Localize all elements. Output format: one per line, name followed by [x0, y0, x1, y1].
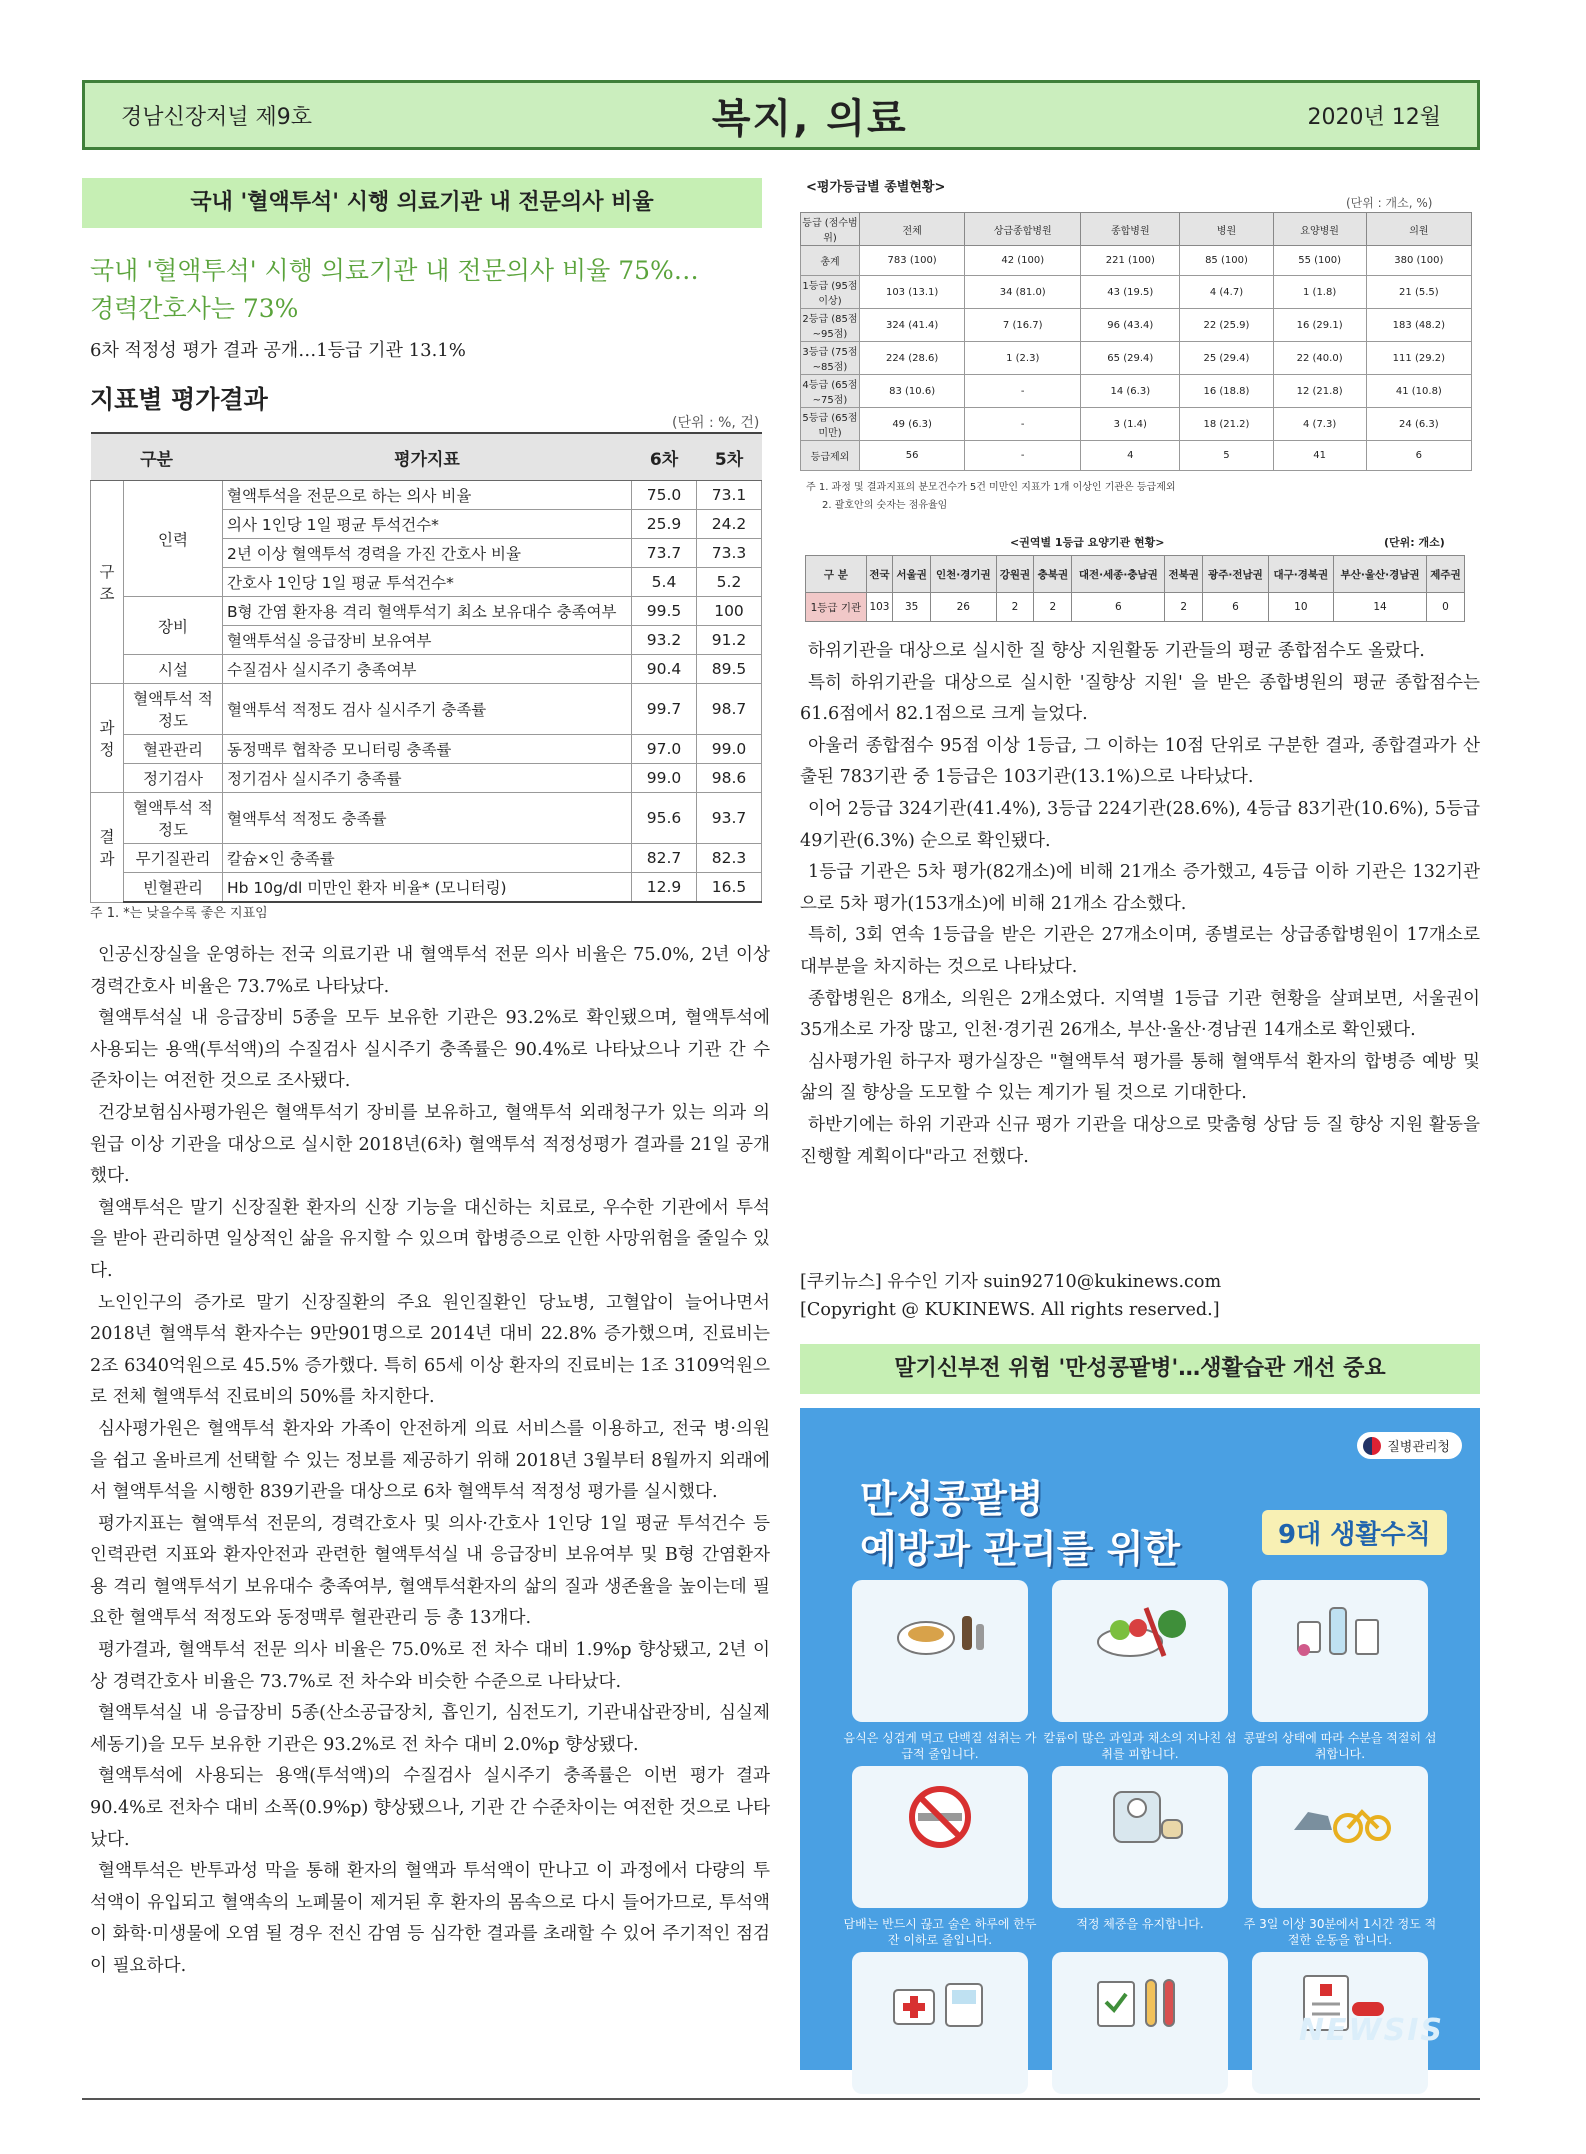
value-5th: 73.3	[697, 539, 762, 568]
paragraph: 혈액투석은 반투과성 막을 통해 환자의 혈액과 투석액이 만나고 이 과정에서 다량의 투석액이 유입되고 혈액속의 노폐물이 제거된 후 환자의 몸속으로 다시 들어가므로, 투석액이 화학·미생물에 오염 될 경우 전신 감염 등 심각한 결과를 초래할 수 있어 주기적인 점검이 필요하다.	[90, 1861, 770, 1976]
paragraph: 혈액투석실 내 응급장비 5종을 모두 보유한 기관은 93.2%로 확인됐으며, 혈액투석에 사용되는 용액(투석액)의 수질검사 실시주기 충족률은 90.4%로 나타났으나 기관 간 수준차이는 여전한 것으로 조사됐다.	[90, 1008, 770, 1092]
table-cell: 55 (100)	[1273, 246, 1366, 276]
column-header: 제주권	[1427, 556, 1465, 593]
issue-date: 2020년 12월	[1307, 104, 1441, 130]
column-header: 서울권	[893, 556, 931, 593]
table-cell: 12 (21.8)	[1273, 375, 1366, 408]
paragraph: 특히, 3회 연속 1등급을 받은 기관은 27개소이며, 종별로는 상급종합병원이 17개소로 대부분을 차지하는 것으로 나타났다.	[800, 925, 1480, 977]
tip-card	[1052, 1952, 1228, 2094]
table-row	[91, 844, 762, 873]
table-cell: 2	[996, 593, 1034, 622]
table-cell: 42 (100)	[965, 246, 1081, 276]
table-cell: 324 (41.4)	[860, 309, 965, 342]
row-label: 4등급 (65점~75점)	[801, 375, 860, 408]
table-cell: 16 (29.1)	[1273, 309, 1366, 342]
bottom-rule	[82, 2098, 1480, 2100]
paragraph: 혈액투석은 말기 신장질환 환자의 신장 기능을 대신하는 치료로, 우수한 기관에서 투석을 받아 관리하면 일상적인 삶을 유지할 수 있으며 합병증으로 인한 사망위험을 줄일수 있다.	[90, 1197, 770, 1281]
paragraph: 심사평가원은 혈액투석 환자와 가족이 안전하게 의료 서비스를 이용하고, 전국 병·의원을 쉽고 올바르게 선택할 수 있는 정보를 제공하기 위해 2018년 3월부터 8월까지 외래에서 혈액투석을 시행한 839기관을 대상으로 6차 혈액투석 적정성 평가를 실시했다.	[90, 1418, 770, 1503]
value-6th: 82.7	[632, 844, 697, 873]
table-cell: 4 (4.7)	[1180, 276, 1273, 309]
water-drink-icon	[1290, 1600, 1390, 1662]
newsis-watermark: NEWSIS	[1298, 2013, 1444, 2048]
region-table-title: <권역별 1등급 요양기관 현황>	[1010, 536, 1165, 549]
table-footnote: 주 1. *는 낮을수록 좋은 지표임	[90, 906, 268, 921]
table-row	[801, 408, 1472, 441]
subhead-line: 경력간호사는 73%	[90, 294, 299, 323]
table-row	[91, 597, 762, 626]
group-cell: 결과	[91, 793, 124, 903]
table-cell: 49 (6.3)	[860, 408, 965, 441]
table-cell: 783 (100)	[860, 246, 965, 276]
table-row	[91, 873, 762, 903]
table-cell: 65 (29.4)	[1081, 342, 1180, 375]
table-cell: 6	[1366, 441, 1471, 471]
tip-caption: 담배는 반드시 끊고 술은 하루에 한두 잔 이하로 줄입니다.	[843, 1917, 1037, 1947]
table-row	[801, 342, 1472, 375]
metric-cell: 간호사 1인당 1일 평균 투석건수*	[223, 568, 632, 597]
paragraph: 이어 2등급 324기관(41.4%), 3등급 224기관(28.6%), 4등급 83기관(10.6%), 5등급 49기관(6.3%) 순으로 확인됐다.	[800, 798, 1480, 851]
section-title: 복지, 의료	[711, 95, 908, 142]
table-cell: 21 (5.5)	[1366, 276, 1471, 309]
tip-caption: 콩팥의 상태에 따라 수분을 적절히 섭취합니다.	[1243, 1731, 1437, 1761]
government-emblem-icon	[1363, 1437, 1381, 1455]
metric-cell: 2년 이상 혈액투석 경력을 가진 간호사 비율	[223, 539, 632, 568]
column-header: 인천·경기권	[931, 556, 996, 593]
article-banner: 국내 '혈액투석' 시행 의료기관 내 전문의사 비율	[82, 178, 762, 228]
metric-cell: 혈액투석을 전문으로 하는 의사 비율	[223, 481, 632, 510]
column-header: 상급종합병원	[965, 213, 1081, 246]
paragraph: 심사평가원 하구자 평가실장은 "혈액투석 평가를 통해 혈액투석 환자의 합병증 예방 및 삶의 질 향상을 도모할 수 있는 계기가 될 것으로 기대한다.	[800, 1051, 1480, 1104]
value-6th: 99.7	[632, 684, 697, 735]
table-cell: 6	[1203, 593, 1268, 622]
low-salt-food-icon	[890, 1600, 990, 1662]
category-cell: 무기질관리	[124, 844, 223, 873]
row-label: 2등급 (85점~95점)	[801, 309, 860, 342]
category-cell: 시설	[124, 655, 223, 684]
column-header: 충북권	[1034, 556, 1072, 593]
row-label: 등급제외	[801, 441, 860, 471]
table-cell: 56	[860, 441, 965, 471]
category-cell: 빈혈관리	[124, 873, 223, 903]
table-row	[91, 481, 762, 510]
article-banner-2: 말기신부전 위험 '만성콩팥병'…생활습관 개선 중요	[800, 1344, 1480, 1394]
table-cell: 221 (100)	[1081, 246, 1180, 276]
row-label: 1등급 (95점이상)	[801, 276, 860, 309]
poster-tag: 9대 생활수칙	[1262, 1510, 1447, 1555]
paragraph: 노인인구의 증가로 말기 신장질환의 주요 원인질환인 당뇨병, 고혈압이 늘어나면서 2018년 혈액투석 환자수는 9만901명으로 2014년 대비 22.8% 증가했으며, 진료비는 2조 6340억원으로 45.5% 증가했다. 특히 65세 이상 환자의 진료비는 1조 3109억원으로 전체 혈액투석 진료비의 50%를 차지한다.	[90, 1292, 770, 1408]
paragraph: 하위기관을 대상으로 실시한 질 향상 지원활동 기관들의 평균 종합점수도 올랐다.	[808, 641, 1425, 661]
article-credit	[800, 1268, 1221, 1324]
paragraph: 특히 하위기관을 대상으로 실시한 '질향상 지원' 을 받은 종합병원의 평균 종합점수는 61.6점에서 82.1점으로 크게 늘었다.	[800, 672, 1480, 725]
table-cell: 34 (81.0)	[965, 276, 1081, 309]
value-5th: 99.0	[697, 735, 762, 764]
group-cell: 구조	[91, 481, 124, 684]
table-cell: 25 (29.4)	[1180, 342, 1273, 375]
byline: [쿠키뉴스] 유수인 기자 suin92710@kukinews.com	[800, 1272, 1222, 1292]
article-subhead	[90, 252, 770, 328]
paragraph: 평가지표는 혈액투석 전문의, 경력간호사 및 의사·간호사 1인당 1일 평균 투석건수 등 인력관련 지표와 환자안전과 관련한 혈액투석실 내 응급장비 보유여부 및 B형 간염환자용 격리 혈액투석기 보유대수 충족여부, 혈액투석환자의 삶의 질과 생존율을 높이는데 필요한 혈액투석 적정도와 동정맥루 혈관관리 등 총 13개다.	[90, 1513, 770, 1629]
metric-cell: 수질검사 실시주기 충족여부	[223, 655, 632, 684]
value-5th: 98.6	[697, 764, 762, 793]
column-header: 구 분	[806, 556, 867, 593]
paragraph: 1등급 기관은 5차 평가(82개소)에 비해 21개소 증가했고, 4등급 이하 기관은 132기관으로 5차 평가(153개소)에 비해 21개소 감소했다.	[800, 862, 1480, 914]
table-cell: 41	[1273, 441, 1366, 471]
table-row	[91, 735, 762, 764]
paragraph: 종합병원은 8개소, 의원은 2개소였다. 지역별 1등급 기관 현황을 살펴보면, 서울권이 35개소로 가장 많고, 인천·경기권 26개소, 부산·울산·경남권 14개소로 확인됐다.	[800, 988, 1480, 1041]
poster-headline: 만성콩팥병	[860, 1477, 1044, 1521]
table-cell: 111 (29.2)	[1366, 342, 1471, 375]
table-cell: 35	[893, 593, 931, 622]
column-header: 광주·전남권	[1203, 556, 1268, 593]
table-cell: 41 (10.8)	[1366, 375, 1471, 408]
agency-name: 질병관리청	[1387, 1440, 1450, 1455]
value-6th: 97.0	[632, 735, 697, 764]
category-cell: 혈액투석 적정도	[124, 793, 223, 844]
tip-card	[1052, 1766, 1228, 1908]
row-label: 5등급 (65점미만)	[801, 408, 860, 441]
value-5th: 98.7	[697, 684, 762, 735]
table-cell: -	[965, 441, 1081, 471]
metric-cell: 혈액투석 적정도 충족률	[223, 793, 632, 844]
table-cell: 10	[1268, 593, 1333, 622]
table-row	[91, 655, 762, 684]
category-cell: 혈액투석 적정도	[124, 684, 223, 735]
table-row	[801, 375, 1472, 408]
grade-table-unit: (단위 : 개소, %)	[1346, 196, 1433, 210]
table-row	[801, 246, 1472, 276]
value-6th: 12.9	[632, 873, 697, 903]
paragraph: 인공신장실을 운영하는 전국 의료기관 내 혈액투석 전문 의사 비율은 75.0%, 2년 이상 경력간호사 비율은 73.7%로 나타났다.	[90, 945, 770, 997]
table-cell: -	[965, 408, 1081, 441]
category-cell: 장비	[124, 597, 223, 655]
table-cell: 224 (28.6)	[860, 342, 965, 375]
table-row	[801, 309, 1472, 342]
table-row	[801, 276, 1472, 309]
table-cell: 6	[1072, 593, 1165, 622]
table-cell: 83 (10.6)	[860, 375, 965, 408]
left-article-body	[90, 940, 770, 1983]
table-cell: 7 (16.7)	[965, 309, 1081, 342]
weight-scale-icon	[1090, 1786, 1190, 1848]
table-cell: 22 (25.9)	[1180, 309, 1273, 342]
poster-headline-2: 예방과 관리를 위한	[860, 1527, 1181, 1571]
right-article-body	[800, 636, 1480, 1173]
value-6th: 90.4	[632, 655, 697, 684]
table-header-row	[91, 433, 762, 481]
value-5th: 24.2	[697, 510, 762, 539]
tip-card	[852, 1580, 1028, 1722]
row-label: 3등급 (75점~85점)	[801, 342, 860, 375]
medical-kit-icon	[890, 1972, 990, 2034]
table-cell: 22 (40.0)	[1273, 342, 1366, 375]
value-6th: 95.6	[632, 793, 697, 844]
article-lead: 6차 적정성 평가 결과 공개…1등급 기관 13.1%	[90, 340, 466, 361]
kidney-poster	[800, 1408, 1480, 2133]
value-5th: 100	[697, 597, 762, 626]
column-header: 전북권	[1165, 556, 1203, 593]
table-cell: 4 (7.3)	[1273, 408, 1366, 441]
value-5th: 91.2	[697, 626, 762, 655]
tip-caption: 음식은 싱겁게 먹고 단백질 섭취는 가급적 줄입니다.	[843, 1731, 1037, 1761]
table-cell: -	[965, 375, 1081, 408]
value-5th: 73.1	[697, 481, 762, 510]
table-cell: 96 (43.4)	[1081, 309, 1180, 342]
table-cell: 0	[1427, 593, 1465, 622]
table-row	[91, 764, 762, 793]
table-cell: 18 (21.2)	[1180, 408, 1273, 441]
table-cell: 2	[1165, 593, 1203, 622]
tip-card	[852, 1766, 1028, 1908]
table-row	[91, 793, 762, 844]
metric-cell: 의사 1인당 1일 평균 투석건수*	[223, 510, 632, 539]
table-cell: 103 (13.1)	[860, 276, 965, 309]
paragraph: 평가결과, 혈액투석 전문 의사 비율은 75.0%로 전 차수 대비 1.9%p 향상됐고, 2년 이상 경력간호사 비율은 73.7%로 전 차수와 비슷한 수준으로 나타났다.	[90, 1640, 770, 1692]
value-5th: 5.2	[697, 568, 762, 597]
category-cell: 정기검사	[124, 764, 223, 793]
tip-card	[852, 1952, 1028, 2094]
column-header: 대구·경북권	[1268, 556, 1333, 593]
column-header: 구분	[91, 433, 223, 481]
column-header: 평가지표	[223, 433, 632, 481]
value-5th: 82.3	[697, 844, 762, 873]
column-header: 전국	[866, 556, 892, 593]
value-6th: 99.0	[632, 764, 697, 793]
column-header: 강원권	[996, 556, 1034, 593]
table-cell: 24 (6.3)	[1366, 408, 1471, 441]
tip-card	[1052, 1580, 1228, 1722]
column-header: 대전·세종·충남권	[1072, 556, 1165, 593]
table-cell: 380 (100)	[1366, 246, 1471, 276]
value-5th: 93.7	[697, 793, 762, 844]
column-header: 전체	[860, 213, 965, 246]
region-table-unit: (단위: 개소)	[1384, 536, 1445, 549]
fruit-vegetable-icon	[1090, 1600, 1190, 1662]
column-header: 의원	[1366, 213, 1471, 246]
metric-cell: 동정맥루 협착증 모니터링 충족률	[223, 735, 632, 764]
table-cell: 43 (19.5)	[1081, 276, 1180, 309]
category-cell: 혈관관리	[124, 735, 223, 764]
journal-name: 경남신장저널 제9호	[121, 104, 313, 130]
table-title: 지표별 평가결과	[90, 385, 268, 414]
table-cell: 14	[1334, 593, 1427, 622]
column-header: 병원	[1180, 213, 1273, 246]
table-header-row	[806, 556, 1465, 593]
value-6th: 93.2	[632, 626, 697, 655]
tip-card	[1252, 1766, 1428, 1908]
table-cell: 26	[931, 593, 996, 622]
column-header: 5차	[697, 433, 762, 481]
tip-card	[1252, 1580, 1428, 1722]
metric-cell: 혈액투석실 응급장비 보유여부	[223, 626, 632, 655]
metric-cell: Hb 10g/dl 미만인 환자 비율* (모니터링)	[223, 873, 632, 903]
value-5th: 16.5	[697, 873, 762, 903]
grade-table	[800, 212, 1472, 471]
agency-badge	[1357, 1432, 1462, 1459]
table-cell: 2	[1034, 593, 1072, 622]
no-smoking-icon	[890, 1786, 990, 1848]
table-cell: 1 (2.3)	[965, 342, 1081, 375]
table-header-row	[801, 213, 1472, 246]
paragraph: 아울러 종합점수 95점 이상 1등급, 그 이하는 10점 단위로 구분한 결과, 종합결과가 산출된 783기관 중 1등급은 103기관(13.1%)으로 나타났다.	[800, 735, 1480, 788]
subhead-line: 국내 '혈액투석' 시행 의료기관 내 전문의사 비율 75%…	[90, 256, 699, 285]
metric-cell: 정기검사 실시주기 충족률	[223, 764, 632, 793]
group-cell: 과정	[91, 684, 124, 793]
grade-note: 주 1. 과정 및 결과지표의 분모건수가 5건 미만인 지표가 1개 이상인 기관은 등급제외	[806, 482, 1176, 493]
table-row	[91, 684, 762, 735]
region-table	[805, 555, 1465, 622]
evaluation-table	[90, 432, 762, 903]
exercise-bicycle-icon	[1290, 1786, 1390, 1848]
table-cell: 3 (1.4)	[1081, 408, 1180, 441]
paragraph: 건강보험심사평가원은 혈액투석기 장비를 보유하고, 혈액투석 외래청구가 있는 의과 의원급 이상 기관을 대상으로 실시한 2018년(6차) 혈액투석 적정성평가 결과를 21일 공개했다.	[90, 1102, 770, 1187]
table-cell: 1 (1.8)	[1273, 276, 1366, 309]
table-cell: 5	[1180, 441, 1273, 471]
category-cell: 인력	[124, 481, 223, 597]
copyright: [Copyright @ KUKINEWS. All rights reserved.]	[800, 1300, 1220, 1320]
tip-caption: 꼭 필요한 약을 콩팥 기능에 맞춰 복용합니다.	[1241, 2103, 1439, 2133]
table-cell: 16 (18.8)	[1180, 375, 1273, 408]
table-cell: 103	[866, 593, 892, 622]
table-cell: 4	[1081, 441, 1180, 471]
tip-caption: 적정 체중을 유지합니다.	[1076, 1917, 1204, 1931]
column-header: 요양병원	[1273, 213, 1366, 246]
paragraph: 혈액투석에 사용되는 용액(투석액)의 수질검사 실시주기 충족률은 이번 평가 결과 90.4%로 전차수 대비 소폭(0.9%p) 향상됐으나, 기관 간 수준차이는 여전한 것으로 나타났다.	[90, 1766, 770, 1850]
test-tube-icon	[1090, 1972, 1190, 2034]
grade-note: 2. 괄호안의 숫자는 점유율임	[822, 500, 948, 511]
tip-caption: 고혈압과 당뇨병을 꾸준히 치료합니다.	[847, 2103, 1033, 2133]
table-cell: 183 (48.2)	[1366, 309, 1471, 342]
column-header: 부산·울산·경남권	[1334, 556, 1427, 593]
table-row	[806, 593, 1465, 622]
metric-cell: B형 간염 환자용 격리 혈액투석기 최소 보유대수 충족여부	[223, 597, 632, 626]
metric-cell: 혈액투석 적정도 검사 실시주기 충족률	[223, 684, 632, 735]
value-6th: 75.0	[632, 481, 697, 510]
tip-caption: 칼륨이 많은 과일과 채소의 지나친 섭취를 피합니다.	[1043, 1731, 1237, 1761]
grade-table-title: <평가등급별 종별현황>	[806, 180, 946, 195]
tip-caption: 주 3일 이상 30분에서 1시간 정도 적절한 운동을 합니다.	[1243, 1917, 1437, 1947]
table-cell: 14 (6.3)	[1081, 375, 1180, 408]
value-6th: 25.9	[632, 510, 697, 539]
paragraph: 하반기에는 하위 기관과 신규 평가 기관을 대상으로 맞춤형 상담 등 질 향상 지원 활동을 진행할 계획이다"라고 전했다.	[800, 1114, 1480, 1167]
masthead	[82, 80, 1480, 150]
tip-caption: 정기적으로 소변 단백뇨와 혈액 크레아티닌 검사를 합니다.	[1045, 2103, 1235, 2133]
table-cell: 85 (100)	[1180, 246, 1273, 276]
row-label: 1등급 기관	[806, 593, 867, 622]
value-6th: 73.7	[632, 539, 697, 568]
paragraph: 혈액투석실 내 응급장비 5종(산소공급장치, 흡인기, 심전도기, 기관내삽관장비, 심실제세동기)을 모두 보유한 기관은 93.2%로 전 차수 대비 2.0%p 향상됐다.	[90, 1703, 770, 1755]
value-6th: 5.4	[632, 568, 697, 597]
column-header: 등급 (점수범위)	[801, 213, 860, 246]
value-6th: 99.5	[632, 597, 697, 626]
metric-cell: 칼슘×인 충족률	[223, 844, 632, 873]
column-header: 6차	[632, 433, 697, 481]
row-label: 총계	[801, 246, 860, 276]
table-row	[801, 441, 1472, 471]
column-header: 종합병원	[1081, 213, 1180, 246]
value-5th: 89.5	[697, 655, 762, 684]
table-unit: (단위 : %, 건)	[672, 415, 760, 431]
